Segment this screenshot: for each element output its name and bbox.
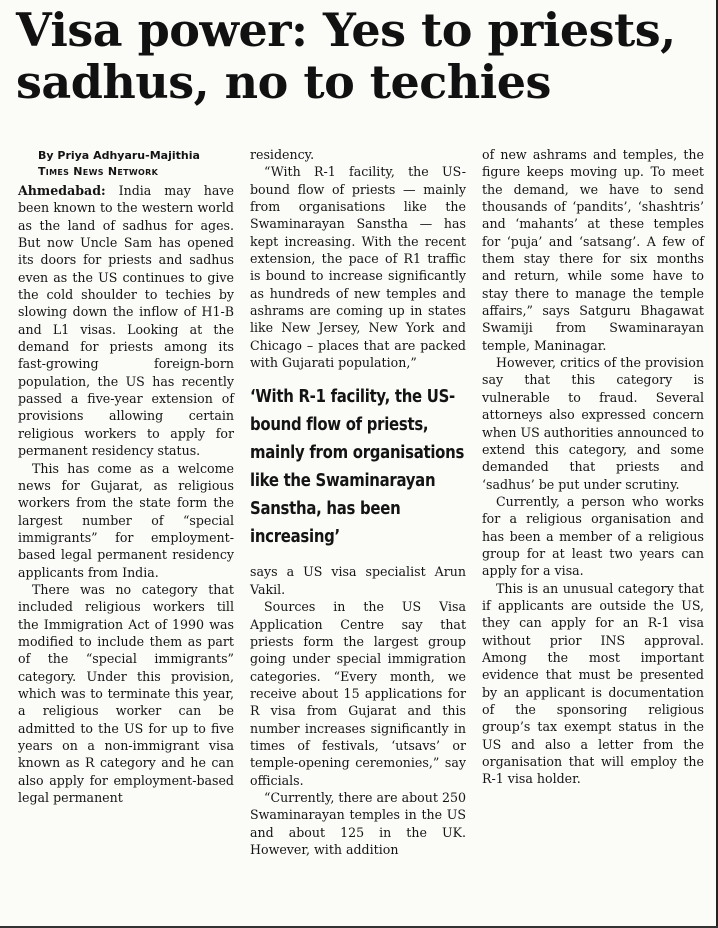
paragraph: residency. xyxy=(250,147,315,162)
paragraph: However, critics of the provision say that this category is vulnerable to fraud. Several attorneys also expressed concern when US authorities announced to extend this category, and some demanded that priests and ‘sadhus’ be put under scrutiny. xyxy=(482,355,704,492)
headline: Visa power: Yes to priests, sadhus, no to techies xyxy=(16,3,676,109)
column-1 xyxy=(18,148,234,806)
byline xyxy=(38,148,234,180)
byline-agency: Times News Network xyxy=(38,165,159,178)
paragraph-text: India may have been known to the western world as the land of sadhus for ages. But now Uncle Sam has opened its doors for priests and sadhus even as the US continues to give the cold shoulder to techies by slowing down the inflow of H1-B and L1 visas. Looking at the demand for priests among its fast-growing foreign-born population, the US has recently passed a five-year extension of provisions allowing certain religious workers to apply for permanent residency status. xyxy=(18,183,234,459)
byline-author: By Priya Adhyaru-Majithia xyxy=(38,149,200,162)
paragraph: There was no category that included religious workers till the Immigration Act of 1990 was modified to include them as part of the “special immigrants” category. Under this provision, which was to terminate this year, a religious worker can be admitted to the US for up to five years on a non-immigrant visa known as R category and he can also apply for employment-based legal permanent xyxy=(18,581,234,806)
column-3 xyxy=(482,146,704,788)
paragraph: “Currently, there are about 250 Swaminarayan temples in the US and about 125 in the UK. However, with addition xyxy=(250,789,466,857)
paragraph: Sources in the US Visa Application Centre say that priests form the largest group going under special immigration categories. “Every month, we receive about 15 applications for R visa from Gujarat and this number increases significantly in times of festivals, ‘utsavs’ or temple-opening ceremonies,” say officials. xyxy=(250,599,466,788)
paragraph: “With R-1 facility, the US-bound flow of priests — mainly from organisations like the Swaminarayan Sanstha — has kept increasing. With the recent extension, the pace of R1 traffic is bound to increase significantly as hundreds of new temples and ashrams are coming up in states like New Jersey, New York and Chicago – places that are packed with Gujarati population,” xyxy=(250,164,466,371)
paragraph: This has come as a welcome news for Gujarat, as religious workers from the state form the largest number of “special immigrants” for employment-based legal permanent residency applicants from India. xyxy=(18,460,234,580)
pull-quote: ‘With R-1 facility, the US-bound flow of priests, mainly from organisations like the Swaminarayan Sanstha, has been increasing’ xyxy=(250,386,465,548)
paragraph xyxy=(18,182,234,460)
paragraph: says a US visa specialist Arun Vakil. xyxy=(250,564,466,597)
dateline: Ahmedabad: xyxy=(18,183,106,198)
paragraph: Currently, a person who works for a religious organisation and has been a member of a religious group for at least two years can apply for a visa. xyxy=(482,493,704,579)
column-2 xyxy=(250,146,466,858)
paragraph: of new ashrams and temples, the figure keeps moving up. To meet the demand, we have to send thousands of ‘pandits’, ‘shashtris’ and ‘mahants’ at these temples for ‘puja’ and ‘satsang’. A few of them stay there for six months and return, while some have to stay there to manage the temple affairs,” says Satguru Bhagawat Swamiji from Swaminarayan temple, Maninagar. xyxy=(482,147,704,353)
paragraph: This is an unusual category that if applicants are outside the US, they can apply for an R-1 visa without prior INS approval. Among the most important evidence that must be presented by an applicant is documentation of the sponsoring religious group’s tax exempt status in the US and also a letter from the organisation that will employ the R-1 visa holder. xyxy=(482,580,704,787)
